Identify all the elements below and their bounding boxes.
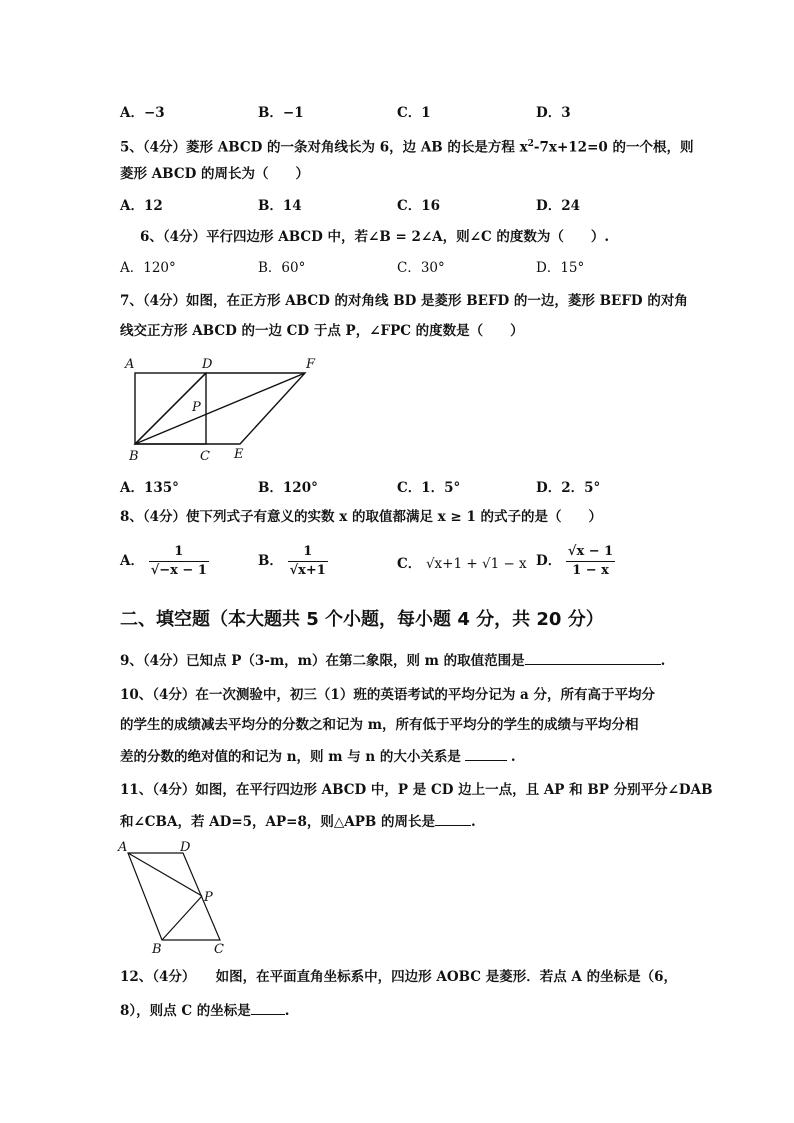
q5-line-1 <box>120 135 693 157</box>
q8-option-b-label: B． <box>258 553 283 569</box>
label-d: D <box>202 357 213 372</box>
q8-option-c-expr: √x+1 + √1 − x <box>425 556 527 572</box>
q12-end: . <box>284 1003 290 1019</box>
q7-option-a: A．135° <box>120 480 179 496</box>
q5-superscript: 2 <box>527 139 534 149</box>
diagonal-bf <box>135 373 305 444</box>
q4-option-d: D．3 <box>536 105 571 121</box>
q9-text: 9、（4分）已知点 P（3-m，m）在第二象限，则 m 的取值范围是 <box>120 653 525 669</box>
q11-answer-blank <box>435 811 471 826</box>
q6-option-d: D．15° <box>536 260 585 276</box>
q6-option-c: C．30° <box>397 260 445 276</box>
label-c: C <box>214 942 224 957</box>
q6-option-a: A．120° <box>120 260 176 276</box>
q7-option-d: D．2．5° <box>536 480 601 496</box>
q8-option-a <box>120 543 209 580</box>
label-a: A <box>118 840 128 855</box>
q9-line <box>120 650 665 670</box>
label-p: P <box>192 400 201 415</box>
q10-line-1: 10、（4分）在一次测验中，初三（1）班的英语考试的平均分记为 a 分，所有高于平均分 <box>120 687 655 703</box>
q4-option-a: A．−3 <box>120 105 165 121</box>
q10-line-3 <box>120 746 516 766</box>
q7-option-b: B．120° <box>258 480 318 496</box>
q12-answer-blank <box>251 1000 285 1015</box>
q10-text-3: 差的分数的绝对值的和记为 n，则 m 与 n 的大小关系是 <box>120 749 461 765</box>
q4-option-c: C．1 <box>397 105 431 121</box>
q7-option-c: C．1．5° <box>397 480 461 496</box>
segment-ap <box>128 853 202 896</box>
label-e: E <box>234 447 244 462</box>
label-b: B <box>129 449 139 464</box>
section-2-title: 二、填空题（本大题共 5 个小题，每小题 4 分，共 20 分） <box>120 609 604 630</box>
label-b: B <box>152 942 162 957</box>
q4-option-b: B．−1 <box>258 105 304 121</box>
q8-option-b-fraction <box>288 543 328 580</box>
q12-text-2: 8），则点 C 的坐标是 <box>120 1003 251 1019</box>
q11-end: . <box>470 814 476 830</box>
label-c: C <box>200 449 210 464</box>
q8-option-a-fraction <box>149 543 209 580</box>
q8-option-c-label: C． <box>397 556 422 572</box>
q7-line-2: 线交正方形 ABCD 的一边 CD 于点 P，∠FPC 的度数是（ ） <box>120 323 524 339</box>
q11-text-2: 和∠CBA，若 AD=5，AP=8，则△APB 的周长是 <box>120 814 435 830</box>
q5-option-c: C．16 <box>397 198 441 214</box>
q8-option-b-den: √x+1 <box>289 563 326 578</box>
q9-answer-blank <box>525 650 661 665</box>
q5-option-a: A．12 <box>120 198 163 214</box>
q11-line-2 <box>120 811 476 831</box>
q5-option-b: B．14 <box>258 198 302 214</box>
q10-end: . <box>510 749 516 765</box>
q8-option-a-label: A． <box>120 553 144 569</box>
label-d: D <box>180 840 191 855</box>
q12-line-1: 12、（4分） 如图，在平面直角坐标系中，四边形 AOBC 是菱形．若点 A 的坐标是（6， <box>120 969 677 985</box>
label-p: P <box>204 890 213 905</box>
segment-bp <box>162 896 202 940</box>
q8-option-b-num: 1 <box>303 544 313 559</box>
q8-option-d-num: √x − 1 <box>567 544 614 559</box>
q8-option-d <box>536 543 615 580</box>
q5-text-pre: 5、（4分）菱形 ABCD 的一条对角线长为 6，边 AB 的长是方程 x <box>120 139 528 156</box>
q8-option-a-num: 1 <box>174 544 184 559</box>
q7-figure <box>120 352 330 464</box>
q8-option-a-den: √−x − 1 <box>150 563 207 578</box>
q8-option-b <box>258 543 328 580</box>
q6-option-b: B．60° <box>258 260 306 276</box>
q11-figure <box>116 838 236 958</box>
label-f: F <box>306 357 316 372</box>
q5-line-2: 菱形 ABCD 的周长为（ ） <box>120 166 309 182</box>
q7-line-1: 7、（4分）如图，在正方形 ABCD 的对角线 BD 是菱形 BEFD 的一边，菱形 BEFD 的对角 <box>120 293 688 309</box>
q8-option-d-label: D． <box>536 553 562 569</box>
label-a: A <box>125 357 135 372</box>
q8-option-c <box>397 555 527 573</box>
q8-text: 8、（4分）使下列式子有意义的实数 x 的取值都满足 x ≥ 1 的式子的是（ ） <box>120 509 603 525</box>
q5-text-post: -7x+12=0 的一个根，则 <box>533 139 694 156</box>
q12-line-2 <box>120 1000 290 1020</box>
q8-option-d-den: 1 − x <box>566 561 615 580</box>
q8-option-d-fraction <box>566 543 615 580</box>
q10-line-2: 的学生的成绩减去平均分的分数之和记为 m，所有低于平均分的学生的成绩与平均分相 <box>120 717 639 733</box>
q11-line-1: 11、（4分）如图，在平行四边形 ABCD 中，P 是 CD 边上一点，且 AP 和 BP 分别平分∠DAB <box>120 782 713 798</box>
q10-answer-blank <box>465 746 507 761</box>
q6-text: 6、（4分）平行四边形 ABCD 中，若∠B = 2∠A，则∠C 的度数为（ ）. <box>140 229 610 245</box>
q5-option-d: D．24 <box>536 198 580 214</box>
q9-end: . <box>660 653 666 669</box>
